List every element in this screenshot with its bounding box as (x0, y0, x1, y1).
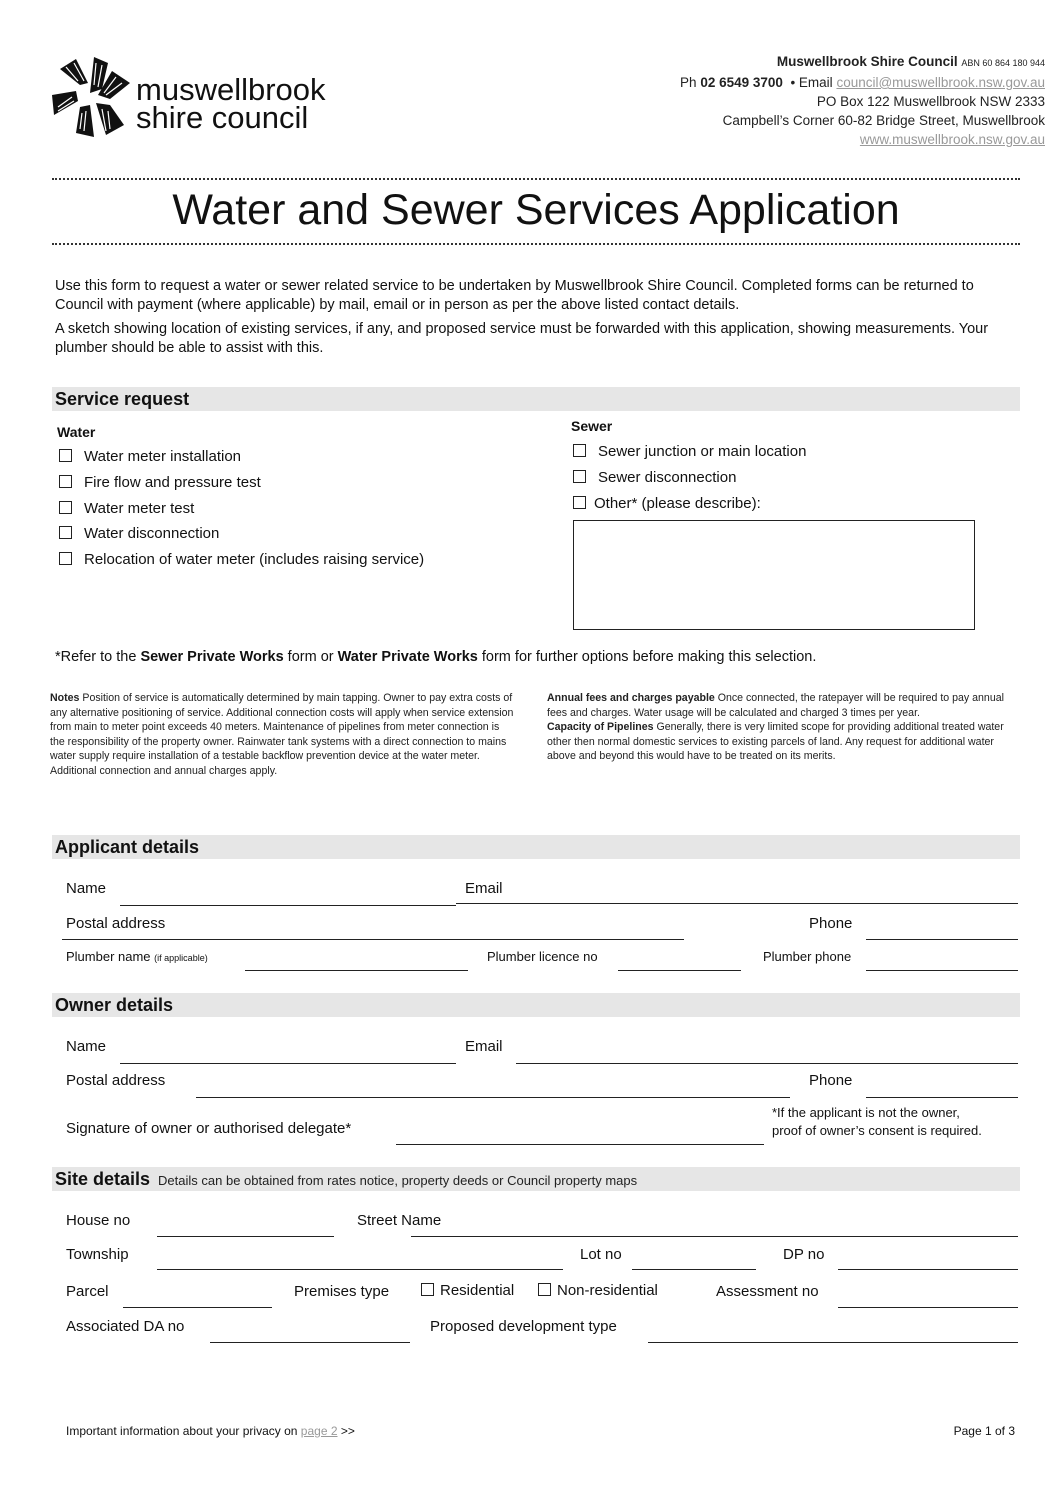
consent-note-1: *If the applicant is not the owner, (772, 1105, 960, 1120)
owner-details-bar (52, 993, 1020, 1017)
checkbox[interactable] (59, 475, 72, 488)
email-link[interactable]: council@muswellbrook.nsw.gov.au (836, 75, 1045, 90)
notes-left: Notes Position of service is automatically determined by main tapping. Owner to pay extra costs of any alternative positioning of service. Additional connection costs will apply when service extension from main to meter point exceeds 40 meters. Maintenance of pipelines from meter connection is the responsibility of the property owner. Rainwater tank systems with a direct connection to mains water supply require installation of a testable backflow prevention device at the water meter. Additional connection and annual charges apply. (50, 692, 514, 777)
logo-line2: shire council (136, 100, 309, 135)
parcel-label: Parcel (66, 1283, 109, 1300)
owner-phone-field[interactable] (866, 1097, 1018, 1098)
proposed-dev-field[interactable] (648, 1342, 1018, 1343)
street-name-field[interactable] (411, 1236, 1018, 1237)
phone-label: Ph (680, 75, 697, 90)
privacy-note: Important information about your privacy on page 2 >> (66, 1424, 355, 1438)
other-description-box[interactable] (573, 520, 975, 630)
parcel-field[interactable] (123, 1307, 272, 1308)
applicant-postal-field[interactable] (62, 939, 684, 940)
owner-signature-field[interactable] (396, 1144, 764, 1145)
checkbox[interactable] (59, 449, 72, 462)
plumber-name-field[interactable] (245, 970, 468, 971)
plumber-phone-field[interactable] (866, 970, 1018, 971)
associated-da-label: Associated DA no (66, 1318, 185, 1335)
associated-da-field[interactable] (210, 1342, 410, 1343)
residential-option[interactable]: Residential (421, 1282, 514, 1299)
plumber-name-label: Plumber name (if applicable) (66, 949, 208, 964)
applicant-phone-field[interactable] (866, 939, 1018, 940)
street-name-label: Street Name (357, 1212, 442, 1229)
divider-top (52, 178, 1020, 180)
township-label: Township (66, 1246, 129, 1263)
premises-type-label: Premises type (294, 1283, 390, 1300)
assessment-no-label: Assessment no (716, 1283, 819, 1300)
plumber-licence-label: Plumber licence no (487, 949, 598, 964)
owner-name-label: Name (66, 1038, 107, 1055)
checkbox[interactable] (573, 444, 586, 457)
applicant-email-label: Email (465, 880, 503, 897)
applicant-name-label: Name (66, 880, 107, 897)
applicant-phone-label: Phone (809, 915, 853, 932)
owner-name-field[interactable] (120, 1063, 456, 1064)
house-no-label: House no (66, 1212, 131, 1229)
sewer-option[interactable]: Sewer junction or main location (573, 443, 806, 460)
street-address: Campbell’s Corner 60-82 Bridge Street, Muswellbrook (722, 113, 1045, 128)
owner-phone-label: Phone (809, 1072, 853, 1089)
website-link[interactable]: www.muswellbrook.nsw.gov.au (859, 132, 1045, 147)
checkbox[interactable] (538, 1283, 551, 1296)
non-residential-option[interactable]: Non-residential (538, 1282, 658, 1299)
owner-details-heading: Owner details (55, 995, 174, 1015)
email-label: • Email (790, 75, 833, 90)
water-heading: Water (57, 424, 96, 440)
water-option[interactable]: Water meter test (59, 500, 194, 517)
sewer-option[interactable]: Other* (please describe): (573, 495, 761, 512)
checkbox[interactable] (59, 552, 72, 565)
owner-postal-field[interactable] (196, 1097, 790, 1098)
site-details-subheading: Details can be obtained from rates notice, property deeds or Council property maps (158, 1173, 638, 1188)
owner-postal-label: Postal address (66, 1072, 166, 1089)
refer-note: *Refer to the Sewer Private Works form or Water Private Works form for further options before making this selection. (55, 649, 817, 665)
page-number: Page 1 of 3 (953, 1424, 1015, 1438)
owner-signature-label: Signature of owner or authorised delegate* (66, 1120, 352, 1137)
phone-number: 02 6549 3700 (700, 75, 783, 90)
water-option[interactable]: Fire flow and pressure test (59, 474, 261, 491)
water-option[interactable]: Relocation of water meter (includes raising service) (59, 551, 424, 568)
privacy-link[interactable]: page 2 (300, 1424, 338, 1438)
applicant-details-bar (52, 835, 1020, 859)
checkbox[interactable] (421, 1283, 434, 1296)
contact-block (525, 52, 1045, 149)
applicant-details-heading: Applicant details (55, 837, 200, 857)
plumber-phone-label: Plumber phone (763, 949, 852, 964)
applicant-postal-label: Postal address (66, 915, 166, 932)
checkbox[interactable] (59, 526, 72, 539)
sewer-heading: Sewer (571, 418, 613, 434)
site-details-bar (52, 1167, 1020, 1191)
plumber-licence-field[interactable] (618, 970, 741, 971)
sewer-option[interactable]: Sewer disconnection (573, 469, 736, 486)
checkbox[interactable] (573, 496, 586, 509)
applicant-name-field[interactable] (120, 905, 456, 906)
org-name: Muswellbrook Shire Council (776, 54, 958, 69)
intro-paragraph-2: A sketch showing location of existing services, if any, and proposed service must be forwarded with this application, showing measurements. Your plumber should be able to assist with this. (55, 321, 989, 356)
lot-no-field[interactable] (632, 1269, 756, 1270)
page-title: Water and Sewer Services Application (172, 186, 900, 234)
applicant-email-field[interactable] (456, 903, 1018, 904)
assessment-no-field[interactable] (838, 1307, 1018, 1308)
intro-paragraph-1: Use this form to request a water or sewer related service to be undertaken by Muswellbrook Shire Council. Completed forms can be returned to Council with payment (where applicable) by mail, email or in person as per the above listed contact details. (55, 278, 974, 313)
service-request-bar (52, 387, 1020, 411)
township-field[interactable] (157, 1269, 563, 1270)
dp-no-label: DP no (783, 1246, 825, 1263)
logo-line1: muswellbrook (136, 72, 326, 107)
council-logo (50, 55, 350, 140)
water-option[interactable]: Water meter installation (59, 448, 241, 465)
house-no-field[interactable] (157, 1236, 334, 1237)
owner-email-label: Email (465, 1038, 503, 1055)
owner-email-field[interactable] (516, 1063, 1018, 1064)
divider-bottom (52, 243, 1020, 245)
notes-right: Annual fees and charges payable Once connected, the ratepayer will be required to pay annual fees and charges. Water usage will be calculated and charged 3 times per year. Capacity of Pipelines Generally, there is very limited scope for providing additional treated water other then normal domestic services to existing parcels of land. Any request for additional water above and beyond this would have to be treated on its merits. (547, 692, 1004, 762)
service-request-heading: Service request (55, 389, 190, 409)
abn: ABN 60 864 180 944 (961, 58, 1045, 68)
water-option[interactable]: Water disconnection (59, 525, 219, 542)
proposed-dev-label: Proposed development type (430, 1318, 617, 1335)
checkbox[interactable] (573, 470, 586, 483)
consent-note-2: proof of owner’s consent is required. (772, 1123, 982, 1138)
lot-no-label: Lot no (580, 1246, 622, 1263)
logo-star-icon (50, 55, 132, 140)
site-details-heading: Site details (55, 1169, 151, 1189)
dp-no-field[interactable] (838, 1269, 1018, 1270)
checkbox[interactable] (59, 501, 72, 514)
po-box: PO Box 122 Muswellbrook NSW 2333 (816, 94, 1045, 109)
